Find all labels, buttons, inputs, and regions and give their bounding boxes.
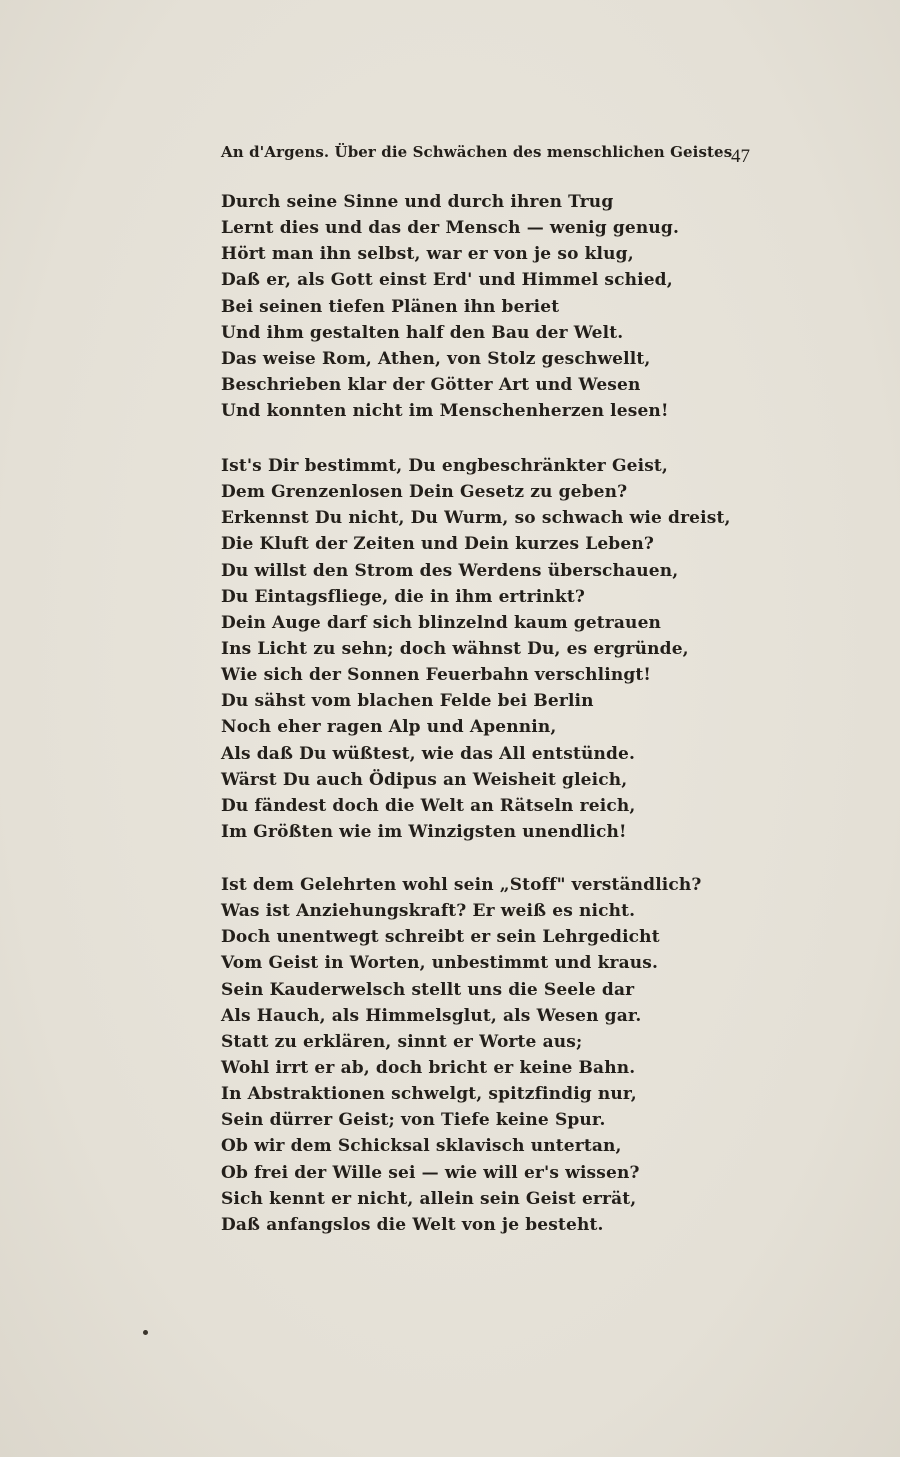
verse-line: Ist's Dir bestimmt, Du engbeschränkter Geist, xyxy=(221,456,668,476)
verse-line: Vom Geist in Worten, unbestimmt und kraus. xyxy=(221,953,659,974)
verse-line: Die Kluft der Zeiten und Dein kurzes Leben? xyxy=(221,534,654,555)
verse-line: Daß er, als Gott einst Erd' und Himmel schied, xyxy=(221,270,673,291)
verse-line: Erkennst Du nicht, Du Wurm, so schwach wie dreist, xyxy=(221,508,731,529)
verse-line: Du Eintagsfliege, die in ihm ertrinkt? xyxy=(221,586,585,607)
verse-line: Und konnten nicht im Menschenherzen lesen! xyxy=(221,401,669,422)
verse-line: Ins Licht zu sehn; doch wähnst Du, es ergründe, xyxy=(221,638,689,659)
verse-line: Und ihm gestalten half den Bau der Welt. xyxy=(221,322,624,343)
verse-line: Dein Auge darf sich blinzelnd kaum getrauen xyxy=(221,612,662,633)
verse-line: In Abstraktionen schwelgt, spitzfindig nur, xyxy=(221,1084,637,1105)
stanza-1 xyxy=(221,189,679,424)
verse-line: Du willst den Strom des Werdens überschauen, xyxy=(221,560,679,581)
verse-line: Sein dürrer Geist; von Tiefe keine Spur. xyxy=(221,1110,606,1131)
verse-line: Sich kennt er nicht, allein sein Geist errät, xyxy=(221,1188,637,1209)
verse-line: Dem Grenzenlosen Dein Gesetz zu geben? xyxy=(221,482,628,503)
verse-line: Du sähst vom blachen Felde bei Berlin xyxy=(221,691,594,712)
verse-line: Als daß Du wüßtest, wie das All entstünde. xyxy=(221,743,636,764)
verse-line: Lernt dies und das der Mensch — wenig genug. xyxy=(221,218,680,239)
verse-line: Beschrieben klar der Götter Art und Wesen xyxy=(221,374,641,395)
page-number: 47 xyxy=(731,146,750,167)
verse-line: Wohl irrt er ab, doch bricht er keine Bahn. xyxy=(221,1057,636,1078)
verse-line: Im Größten wie im Winzigsten unendlich! xyxy=(221,821,627,842)
verse-line: Als Hauch, als Himmelsglut, als Wesen gar. xyxy=(221,1005,642,1026)
verse-line: Sein Kauderwelsch stellt uns die Seele dar xyxy=(221,979,635,1000)
verse-line: Ob wir dem Schicksal sklavisch untertan, xyxy=(221,1136,622,1157)
verse-line: Hört man ihn selbst, war er von je so klug, xyxy=(221,244,634,265)
verse-line: Statt zu erklären, sinnt er Worte aus; xyxy=(221,1031,583,1052)
verse-line: Du fändest doch die Welt an Rätseln reich, xyxy=(221,795,636,816)
verse-line: Ist dem Gelehrten wohl sein „Stoff" verständlich? xyxy=(221,875,702,895)
stanza-2 xyxy=(221,453,731,845)
ink-speck xyxy=(143,1330,148,1335)
stanza-3 xyxy=(221,872,702,1238)
verse-line: Doch unentwegt schreibt er sein Lehrgedicht xyxy=(221,927,660,948)
verse-line: Das weise Rom, Athen, von Stolz geschwellt, xyxy=(221,348,651,369)
verse-line: Bei seinen tiefen Plänen ihn beriet xyxy=(221,296,560,317)
verse-line: Durch seine Sinne und durch ihren Trug xyxy=(221,192,614,212)
verse-line: Wärst Du auch Ödipus an Weisheit gleich, xyxy=(221,769,628,790)
verse-line: Daß anfangslos die Welt von je besteht. xyxy=(221,1214,604,1235)
verse-line: Ob frei der Wille sei — wie will er's wissen? xyxy=(221,1162,640,1183)
verse-line: Was ist Anziehungskraft? Er weiß es nicht. xyxy=(221,901,636,922)
verse-line: Noch eher ragen Alp und Apennin, xyxy=(221,717,557,738)
verse-line: Wie sich der Sonnen Feuerbahn verschlingt! xyxy=(221,665,651,686)
running-title: An d'Argens. Über die Schwächen des menschlichen Geistes xyxy=(221,143,733,161)
